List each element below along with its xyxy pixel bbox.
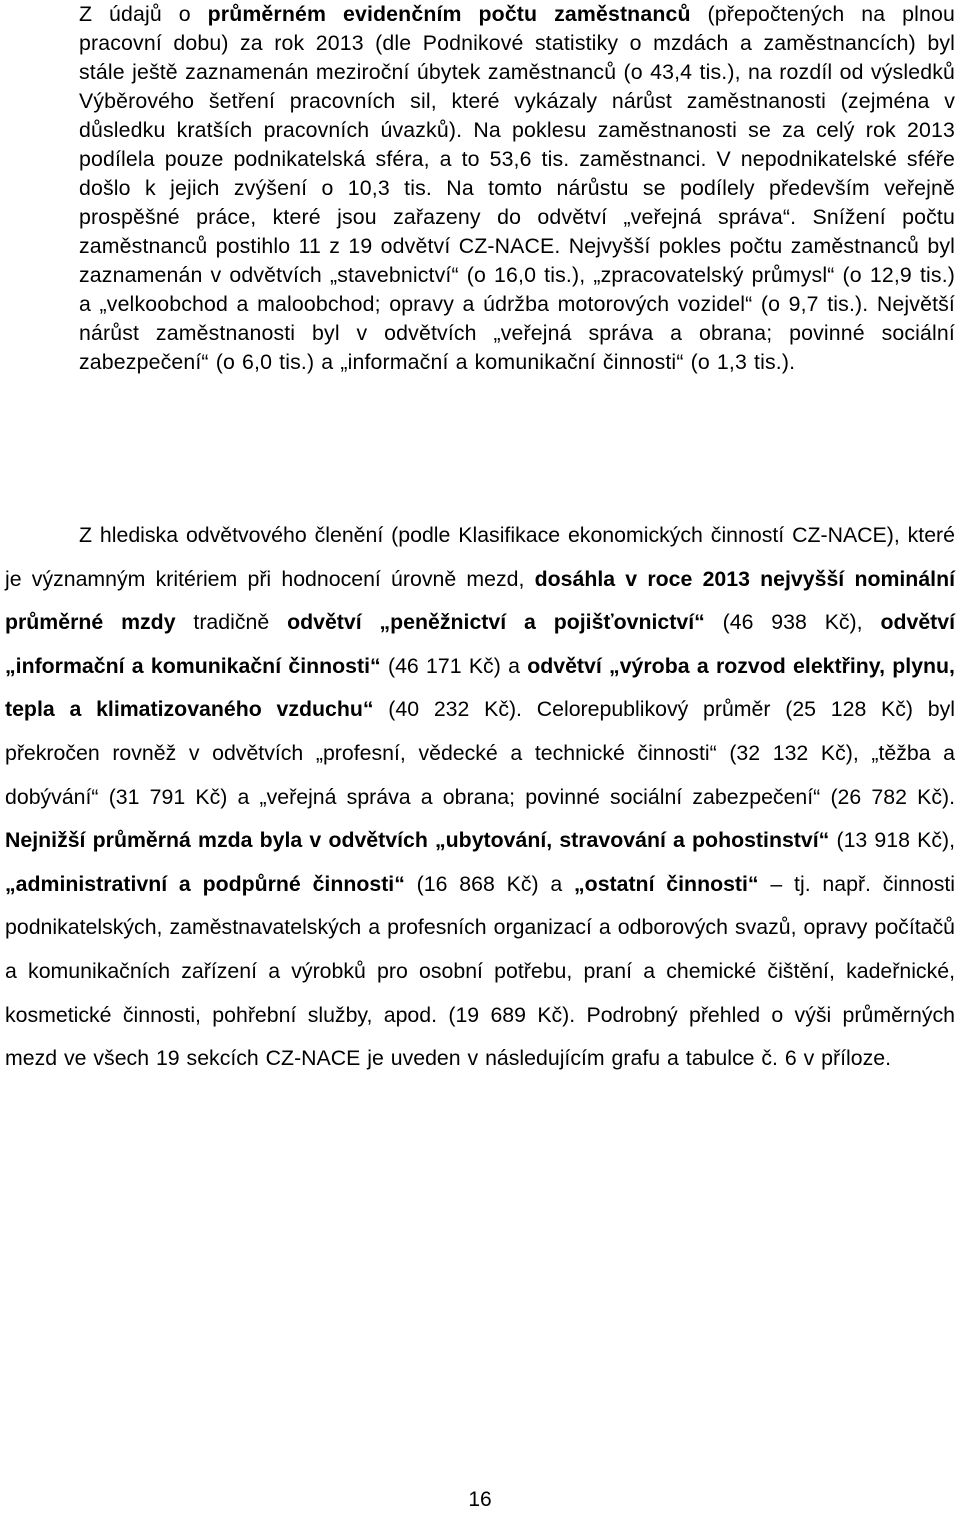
- text-run: (přepočtených na plnou pracovní dobu) za rok 2013 (dle Podnikové statistiky o mzdách a zaměstnancích) byl stále ještě zaznamenán meziroční úbytek zaměstnanců (o 43,4 tis.), na rozdíl od výsledků Výběrového šetření pracovních sil, které vykázaly nárůst zaměstnanosti (zejména v důsledku kratších pracovních úvazků). Na poklesu zaměstnanosti se za celý rok 2013 podílela pouze podnikatelská sféra, a to 53,6 tis. zaměstnanci. V nepodnikatelské sféře došlo k jejich zvýšení o 10,3 tis. Na tomto nárůstu se podílely především veřejně prospěšné práce, které jsou zařazeny do odvětví „veřejná správa“. Snížení počtu zaměstnanců postihlo 11 z 19 odvětví CZ-NACE. Nejvyšší pokles počtu zaměstnanců byl zaznamenán v odvětvích „stavebnictví“ (o 16,0 tis.), „zpracovatelský průmysl“ (o 12,9 tis.) a „velkoobchod a maloobchod; opravy a údržba motorových vozidel“ (o 9,7 tis.). Největší nárůst zaměstnanosti byl v odvětvích „veřejná správa a obrana; povinné sociální zabezpečení“ (o 6,0 tis.) a „informační a komunikační činnosti“ (o 1,3 tis.).: [79, 2, 955, 374]
- bold-text-run: odvětví „informační a komunikační činnosti“: [5, 610, 956, 678]
- bold-text-run: dosáhla v roce 2013 nejvyšší nominální průměrné mzdy: [5, 566, 956, 635]
- bold-text-run: odvětví „peněžnictví a pojišťovnictví“: [287, 610, 705, 635]
- bold-text-run: průměrném evidenčním počtu zaměstnanců: [207, 2, 691, 26]
- text-run: Z hlediska odvětvového členění (podle Klasifikace ekonomických činností CZ-NACE), které je významným kritériem při hodnocení úrovně mezd,: [5, 523, 955, 591]
- page-number: 16: [468, 1488, 492, 1511]
- text-run: (46 171 Kč) a: [380, 653, 528, 678]
- text-run: (13 918 Kč),: [829, 828, 955, 853]
- bold-text-run: „ostatní činnosti“: [574, 871, 759, 896]
- bold-text-run: odvětví „výroba a rozvod elektřiny, plynu, tepla a klimatizovaného vzduchu“: [5, 653, 955, 722]
- text-run: (46 938 Kč),: [704, 610, 881, 635]
- paragraph-employment: [79, 0, 955, 377]
- text-run: – tj. např. činnosti podnikatelských, zaměstnavatelských a profesních organizací a odborových svazů, opravy počítačů a komunikačních zařízení a výrobků pro osobní potřebu, praní a chemické čištění, kadeřnické, kosmetické činnosti, pohřební služby, apod. (19 689 Kč). Podrobný přehled o výši průměrných mezd ve všech 19 sekcích CZ-NACE je uveden v následujícím grafu a tabulce č. 6 v příloze.: [5, 871, 955, 1071]
- text-run: tradičně: [175, 610, 288, 635]
- text-run: (40 232 Kč). Celorepublikový průměr (25 128 Kč) byl překročen rovněž v odvětvích „profesní, vědecké a technické činnosti“ (32 132 Kč), „těžba a dobývání“ (31 791 Kč) a „veřejná správa a obrana; povinné sociální zabezpečení“ (26 782 Kč).: [5, 697, 955, 809]
- text-run: Z údajů o: [79, 2, 208, 26]
- paragraph-wages: [5, 514, 955, 1081]
- bold-text-run: Nejnižší průměrná mzda byla v odvětvích „ubytování, stravování a pohostinství“: [5, 828, 830, 853]
- bold-text-run: „administrativní a podpůrné činnosti“: [5, 871, 405, 896]
- text-run: (16 868 Kč) a: [404, 871, 575, 896]
